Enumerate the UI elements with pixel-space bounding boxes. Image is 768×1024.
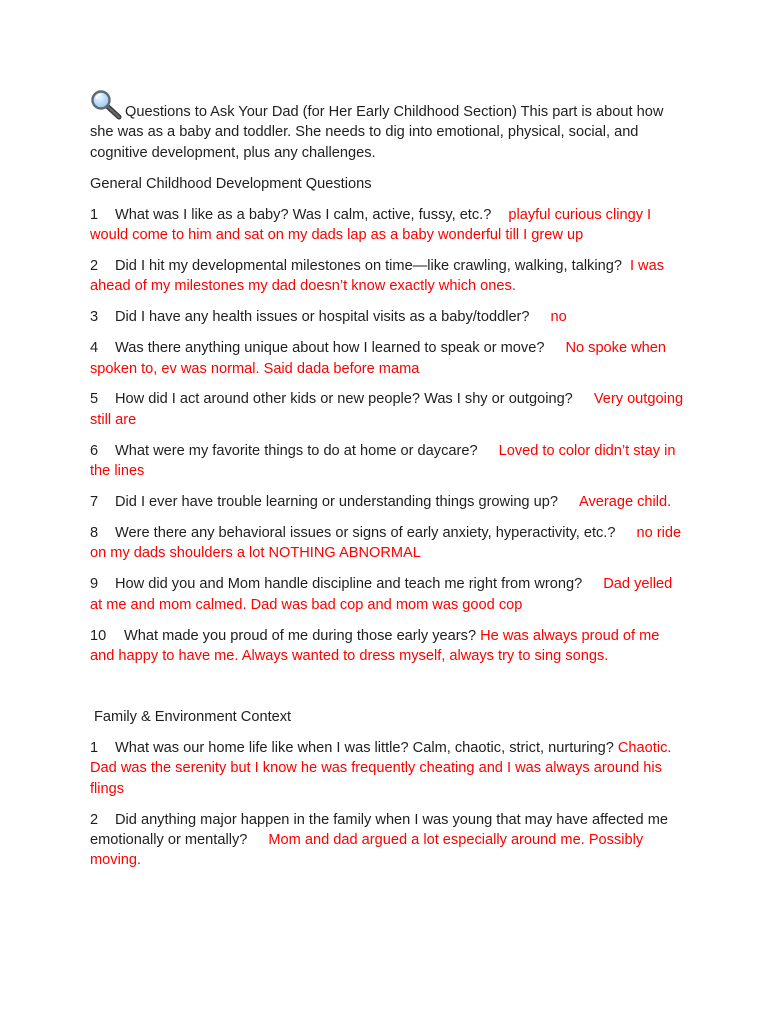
- item-number: 1: [90, 739, 99, 756]
- item-number: 5: [90, 391, 99, 408]
- section-heading-family-environment: Family & Environment Context: [94, 708, 292, 725]
- answer-text: Mom and dad argued a lot especially around me. Possibly moving.: [90, 831, 644, 869]
- list-item: [90, 738, 686, 799]
- list-item: [90, 492, 686, 512]
- item-number: 1: [90, 206, 99, 223]
- list-item: [90, 626, 686, 667]
- item-number: 9: [90, 576, 99, 593]
- answer-text: playful curious clingy I would come to him and sat on my dads lap as a baby wonderful till I grew up: [90, 206, 652, 244]
- list-item: [90, 205, 686, 246]
- question-text: What was our home life like when I was little? Calm, chaotic, strict, nurturing?: [115, 739, 614, 756]
- list-item: [90, 523, 686, 564]
- list-item: [90, 307, 686, 327]
- section-heading-general-development: General Childhood Development Questions: [90, 175, 372, 192]
- question-text: What was I like as a baby? Was I calm, active, fussy, etc.?: [115, 206, 492, 223]
- question-text: Did I ever have trouble learning or understanding things growing up?: [115, 494, 558, 511]
- answer-text: Loved to color didn’t stay in the lines: [90, 442, 676, 480]
- question-text: Did I hit my developmental milestones on time—like crawling, walking, talking?: [115, 257, 622, 274]
- question-text: Did anything major happen in the family when I was young that may have affected me emotionally or mentally?: [90, 811, 668, 848]
- list-item: [90, 338, 686, 379]
- magnifying-glass-icon: [90, 90, 123, 120]
- item-number: 10: [90, 627, 107, 644]
- question-text: What were my favorite things to do at home or daycare?: [115, 442, 478, 459]
- section-spacer: [90, 677, 686, 707]
- question-text: How did I act around other kids or new people? Was I shy or outgoing?: [115, 391, 573, 408]
- list-item: [90, 441, 686, 482]
- item-number: 3: [90, 309, 99, 326]
- item-number: 4: [90, 340, 99, 357]
- answer-text: no: [550, 309, 567, 326]
- item-number: 2: [90, 811, 99, 828]
- item-number: 6: [90, 442, 99, 459]
- intro-text: Questions to Ask Your Dad (for Her Early Childhood Section) This part is about how she was as a baby and toddler. She needs to dig into emotional, physical, social, and cognitive development, plus any challenges.: [90, 104, 664, 161]
- question-text: Was there anything unique about how I learned to speak or move?: [115, 340, 545, 357]
- document-page: [90, 90, 686, 881]
- question-text: How did you and Mom handle discipline and teach me right from wrong?: [115, 576, 583, 593]
- answer-text: Average child.: [578, 494, 672, 511]
- answer-text: No spoke when spoken to, ev was normal. Said dada before mama: [90, 340, 667, 377]
- list-item: [90, 574, 686, 615]
- answer-text: Very outgoing still are: [90, 391, 684, 428]
- item-number: 2: [90, 257, 99, 274]
- list-item: [90, 810, 686, 871]
- intro-paragraph: [90, 90, 686, 163]
- question-text: Were there any behavioral issues or signs of early anxiety, hyperactivity, etc.?: [115, 525, 616, 541]
- list-item: [90, 389, 686, 430]
- answer-text: I was ahead of my milestones my dad doesn’t know exactly which ones.: [90, 257, 665, 295]
- answer-text: Chaotic. Dad was the serenity but I know he was frequently cheating and I was always around his flings: [90, 739, 672, 797]
- list-item: [90, 256, 686, 297]
- question-text: Did I have any health issues or hospital visits as a baby/toddler?: [115, 309, 530, 326]
- question-text: What made you proud of me during those early years?: [124, 627, 477, 644]
- answer-text: Dad yelled at me and mom calmed. Dad was bad cop and mom was good cop: [90, 576, 673, 613]
- answer-text: no ride on my dads shoulders a lot NOTHING ABNORMAL: [90, 525, 682, 562]
- answer-text: He was always proud of me and happy to have me. Always wanted to dress myself, always try to sing songs.: [90, 627, 660, 665]
- item-number: 7: [90, 494, 99, 511]
- item-number: 8: [90, 525, 99, 541]
